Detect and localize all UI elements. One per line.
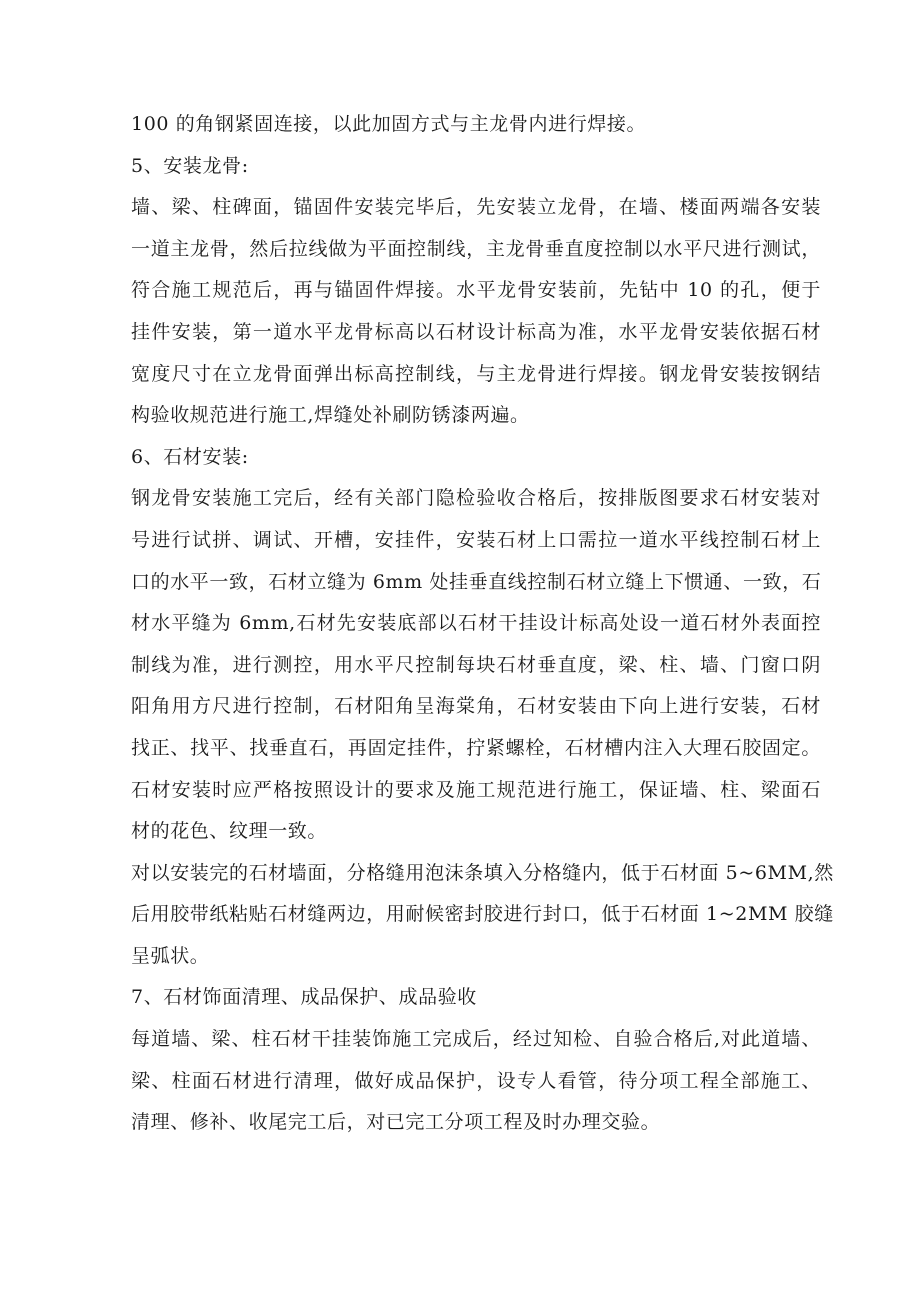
section-heading-install-keel: 5、安装龙骨: xyxy=(131,154,249,177)
text-line: 墙、梁、柱碑面，锚固件安装完毕后，先安装立龙骨，在墙、楼面两端各安装 xyxy=(131,196,821,219)
text-line: 钢龙骨安装施工完后，经有关部门隐检验收合格后，按排版图要求石材安装对 xyxy=(131,487,821,510)
text-line: 呈弧状。 xyxy=(131,944,210,967)
text-line: 材的花色、纹理一致。 xyxy=(131,820,328,843)
text-line: 号进行试拼、调试、开槽，安挂件，安装石材上口需拉一道水平线控制石材上 xyxy=(131,528,821,551)
section-heading-cleaning-protection: 7、石材饰面清理、成品保护、成品验收 xyxy=(131,986,477,1009)
document-body xyxy=(131,104,834,1144)
text-line: 100 的角钢紧固连接，以此加固方式与主龙骨内进行焊接。 xyxy=(131,113,647,135)
section-heading-stone-install: 6、石材安装: xyxy=(131,445,249,468)
text-line: 石材安装时应严格按照设计的要求及施工规范进行施工，保证墙、柱、梁面石 xyxy=(131,778,821,801)
text-line: 制线为准，进行测控，用水平尺控制每块石材垂直度，梁、柱、墙、门窗口阴 xyxy=(131,653,821,676)
text-line: 挂件安装，第一道水平龙骨标高以石材设计标高为准，水平龙骨安装依据石材 xyxy=(131,320,821,343)
text-line: 清理、修补、收尾完工后，对已完工分项工程及时办理交验。 xyxy=(131,1111,661,1134)
text-line: 对以安装完的石材墙面，分格缝用泡沫条填入分格缝内，低于石材面 5~6MM,然 xyxy=(131,861,834,884)
text-line: 后用胶带纸粘贴石材缝两边，用耐候密封胶进行封口，低于石材面 1~2MM 胶缝 xyxy=(131,903,834,926)
text-line: 构验收规范进行施工,焊缝处补刷防锈漆两遍。 xyxy=(131,404,530,427)
text-line: 阳角用方尺进行控制，石材阳角呈海棠角，石材安装由下向上进行安装，石材 xyxy=(131,695,821,718)
text-line: 找正、找平、找垂直石，再固定挂件，拧紧螺栓，石材槽内注入大理石胶固定。 xyxy=(131,736,821,759)
text-line: 符合施工规范后，再与锚固件焊接。水平龙骨安装前，先钻中 10 的孔，便于 xyxy=(131,279,821,302)
text-line: 材水平缝为 6mm,石材先安装底部以石材干挂设计标高处设一道石材外表面控 xyxy=(131,612,821,635)
text-line: 每道墙、梁、柱石材干挂装饰施工完成后，经过知检、自验合格后,对此道墙、 xyxy=(131,1028,821,1051)
text-line: 宽度尺寸在立龙骨面弹出标高控制线，与主龙骨进行焊接。钢龙骨安装按钢结 xyxy=(131,362,821,385)
text-line: 口的水平一致，石材立缝为 6mm 处挂垂直线控制石材立缝上下惯通、一致，石 xyxy=(131,570,822,593)
text-line: 一道主龙骨，然后拉线做为平面控制线，主龙骨垂直度控制以水平尺进行测试， xyxy=(131,237,821,260)
text-line: 梁、柱面石材进行清理，做好成品保护，设专人看管，待分项工程全部施工、 xyxy=(131,1069,821,1092)
